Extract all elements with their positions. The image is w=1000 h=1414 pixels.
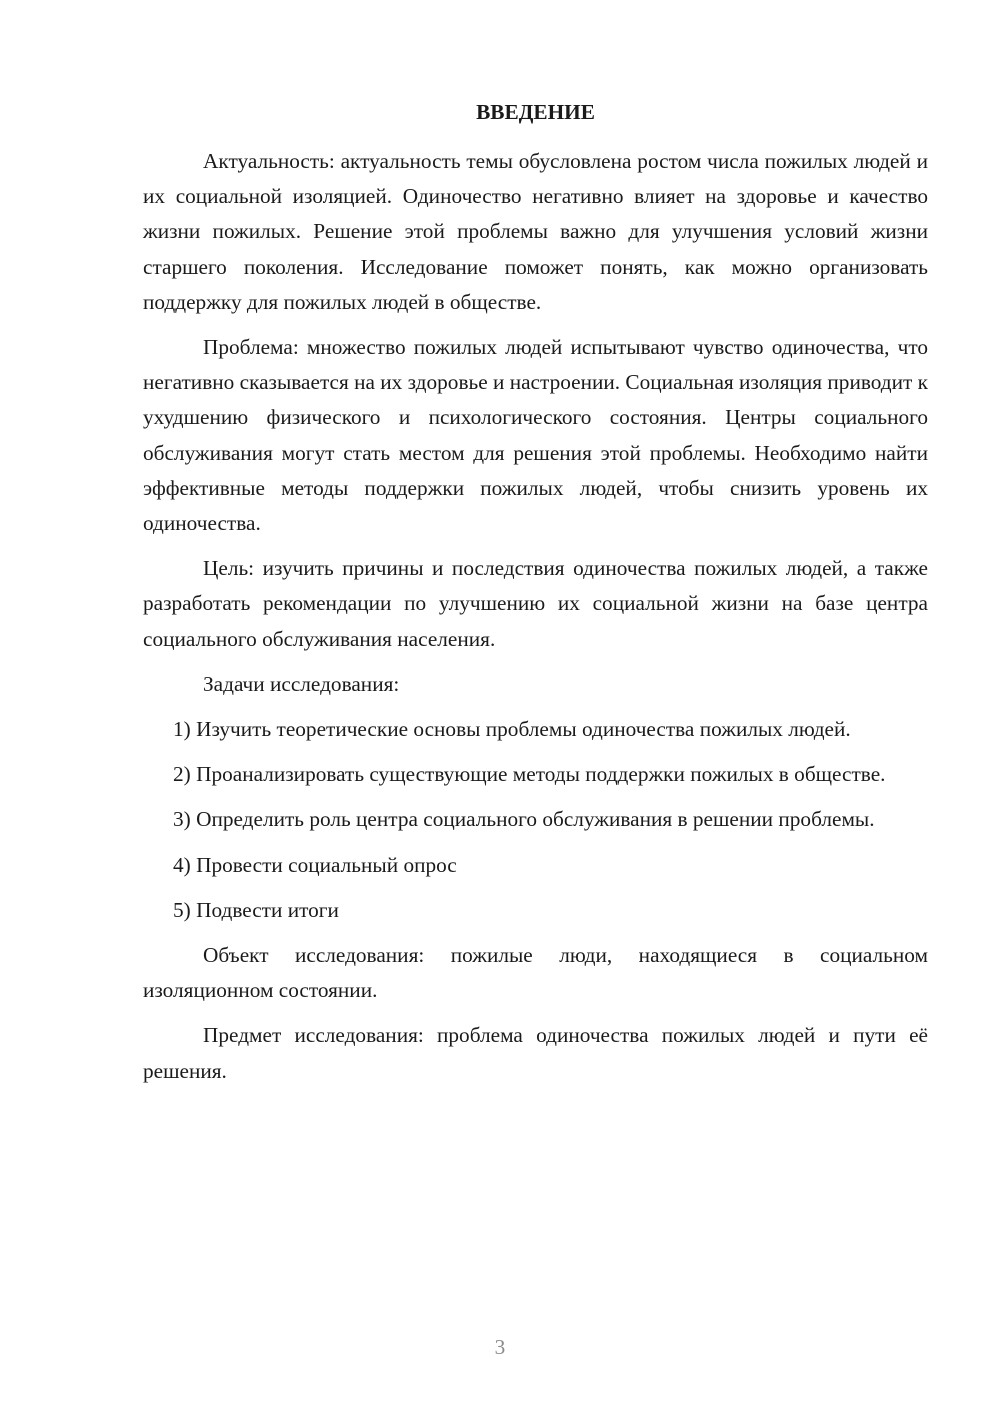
problem-paragraph: Проблема: множество пожилых людей испытывают чувство одиночества, что негативно сказывается на их здоровье и настроении. Социальная изоляция приводит к ухудшению физического и психологического состояния. Центры социального обслуживания могут стать местом для решения этой проблемы. Необходимо найти эффективные методы поддержки пожилых людей, чтобы снизить уровень их одиночества. [143,335,929,536]
page-number: 3 [494,1335,506,1359]
relevance-paragraph: Актуальность: актуальность темы обусловлена ростом числа пожилых людей и их социальной изоляцией. Одиночество негативно влияет на здоровье и качество жизни пожилых. Решение этой проблемы важно для улучшения условий жизни старшего поколения. Исследование поможет понять, как можно организовать поддержку для пожилых людей в обществе. [143,149,928,314]
tasks-heading: Задачи исследования: [203,671,400,696]
page-title: ВВЕДЕНИЕ [476,100,595,124]
task-item-5: 5) Подвести итоги [173,897,339,922]
subject-paragraph: Предмет исследования: проблема одиночества пожилых людей и пути её решения. [143,1023,928,1083]
task-item-4: 4) Провести социальный опрос [173,852,457,877]
task-item-1: 1) Изучить теоретические основы проблемы одиночества пожилых людей. [173,717,851,742]
goal-paragraph: Цель: изучить причины и последствия одиночества пожилых людей, а также разработать рекомендации по улучшению их социальной жизни на базе центра социального обслуживания населения. [143,556,928,651]
task-item-3: 3) Определить роль центра социального обслуживания в решении проблемы. [173,807,875,832]
object-paragraph: Объект исследования: пожилые люди, находящиеся в социальном изоляционном состоянии. [143,943,928,1003]
document-body [143,96,928,1089]
task-item-2: 2) Проанализировать существующие методы поддержки пожилых в обществе. [173,762,886,787]
